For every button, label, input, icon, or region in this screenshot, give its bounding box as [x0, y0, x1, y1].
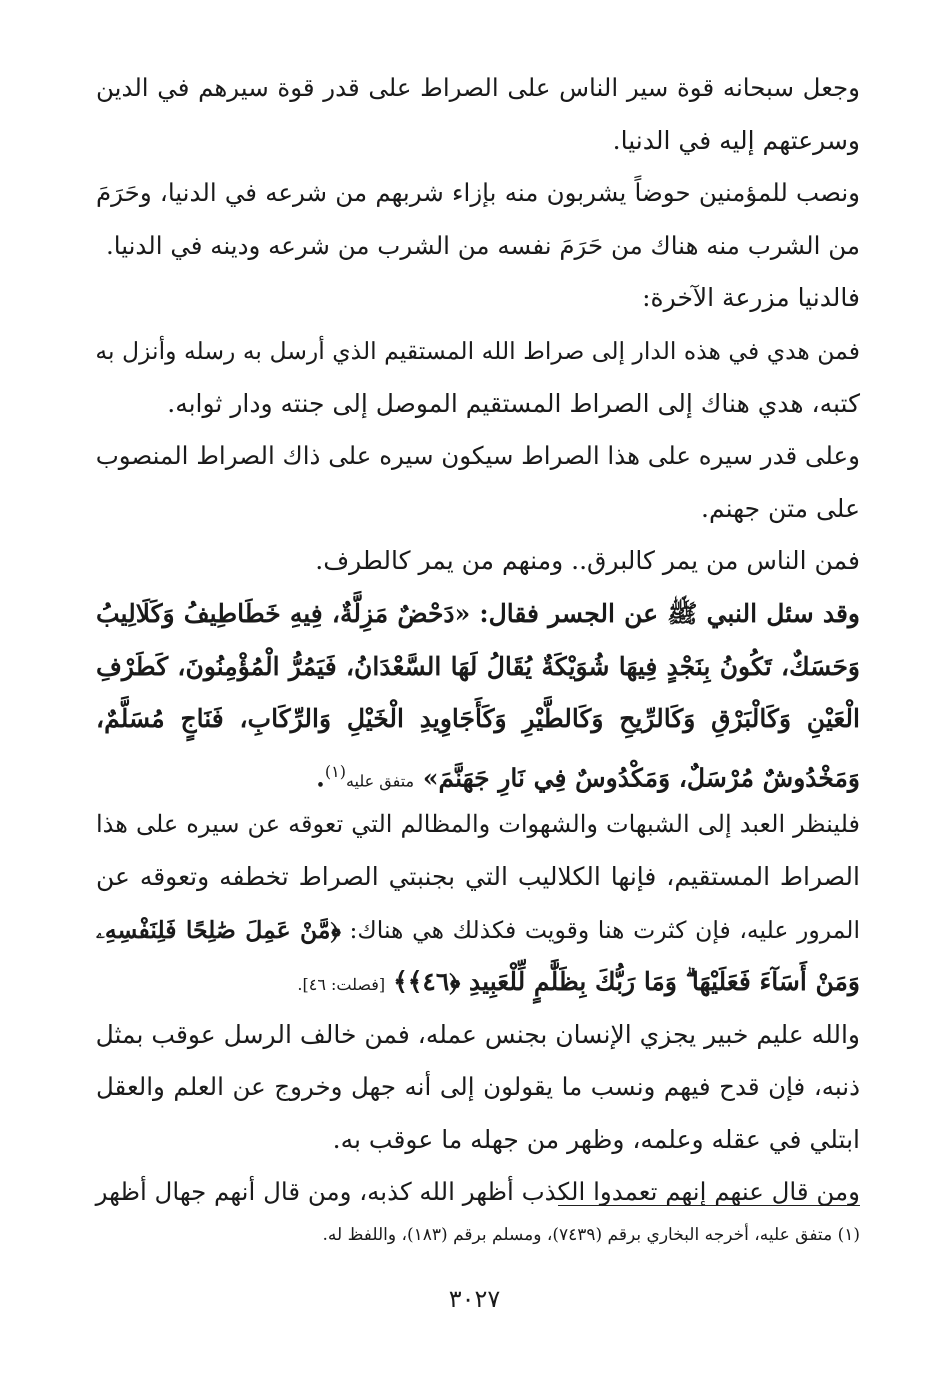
- footnote-marker: (١): [324, 761, 346, 781]
- quran-verse-end: وَمَنْ أَسَآءَ فَعَلَيْهَا ۗ وَمَا رَبُّكَ بِظَلَّٰمٍ لِّلْعَبِيدِ ﴿٤٦﴾﴾: [393, 967, 860, 997]
- text-line: ذنبه، فإن قدح فيهم ونسب ما يقولون إلى أنه جهل وخروج عن العلم والعقل: [96, 1072, 860, 1102]
- hadith-line: وقد سئل النبي ﷺ عن الجسر فقال: «دَحْضٌ مَزِلَّةٌ، فِيهِ خَطَاطِيفُ وَكَلَالِيبُ: [96, 598, 860, 628]
- text-line: على متن جهنم.: [701, 493, 860, 523]
- text-line: فالدنيا مزرعة الآخرة:: [642, 283, 860, 313]
- text-line: ومن قال عنهم إنهم تعمدوا الكذب أظهر الله كذبه، ومن قال أنهم جهال أظهر: [95, 1177, 860, 1207]
- text-line: فمن هدي في هذه الدار إلى صراط الله المستقيم الذي أرسل به رسله وأنزل به: [95, 336, 860, 365]
- text-line: ابتلي في عقله وعلمه، وظهر من جهله ما عوقب به.: [332, 1124, 860, 1154]
- hadith-source: متفق عليه: [345, 771, 415, 791]
- hadith-line-last: وَمَخْدُوشٌ مُرْسَلٌ، وَمَكْدُوسٌ فِي نَارِ جَهَنَّمَ» متفق عليه$^{(١)}$.: [316, 761, 860, 793]
- text-line: فلينظر العبد إلى الشبهات والشهوات والمظالم التي تعوقه عن سيره على هذا: [96, 810, 860, 839]
- quran-line: [96, 956, 860, 1009]
- text-line: وسرعتهم إليه في الدنيا.: [612, 125, 860, 155]
- quran-reference: [فصلت: ٤٦].: [297, 975, 386, 995]
- main-text: [96, 62, 860, 1219]
- text-line: ونصب للمؤمنين حوضاً يشربون منه بإزاء شربهم من شرعه في الدنيا، وحَرَمَ: [96, 178, 860, 208]
- text-line: والله عليم خبير يجزي الإنسان بجنس عمله، فمن خالف الرسل عوقب بمثل: [95, 1019, 860, 1049]
- footnote-divider: [558, 1205, 860, 1206]
- text-line: الصراط المستقيم، فإنها الكلاليب التي بجنبتي الصراط تخطفه وتعوقه عن: [96, 861, 860, 891]
- text-line-with-quran: [96, 904, 860, 957]
- text-line: كتبه، هدي هناك إلى الصراط المستقيم الموصل إلى جنته ودار ثوابه.: [167, 388, 860, 418]
- text-line: من الشرب منه هناك من حَرَمَ نفسه من الشرب من شرعه ودينه في الدنيا.: [105, 230, 860, 260]
- text-line: وجعل سبحانه قوة سير الناس على الصراط على قدر قوة سيرهم في الدين: [96, 73, 860, 102]
- text-line: وعلى قدر سيره على هذا الصراط سيكون سيره على ذاك الصراط المنصوب: [95, 441, 860, 471]
- footnote: (١) متفق عليه، أخرجه البخاري برقم (٧٤٣٩)، ومسلم برقم (١٨٣)، واللفظ له.: [322, 1225, 860, 1245]
- hadith-line: الْعَيْنِ وَكَالْبَرْقِ وَكَالرِّيحِ وَكَالطَّيْرِ وَكَأَجَاوِيدِ الْخَيْلِ وَالرِّكَابِ، فَنَاجٍ مُسَلَّمٌ،: [96, 704, 860, 734]
- page-number: ٣٠٢٧: [448, 1285, 501, 1313]
- text-segment: المرور عليه، فإن كثرت هنا وقويت فكذلك هي هناك:: [349, 915, 860, 944]
- hadith-line: وَحَسَكٌ، تَكُونُ بِنَجْدٍ فِيهَا شُوَيْكَةٌ يُقَالُ لَهَا السَّعْدَانُ، فَيَمُرُّ الْمُؤْمِنُونَ، كَطَرْفِ: [96, 651, 860, 681]
- quran-verse-start: ﴿مَّنْ عَمِلَ صَٰلِحًا فَلِنَفْسِهِۦ: [96, 915, 341, 944]
- text-line: فمن الناس من يمر كالبرق.. ومنهم من يمر كالطرف.: [315, 546, 860, 576]
- hadith-text: وَمَخْدُوشٌ مُرْسَلٌ، وَمَكْدُوسٌ فِي نَارِ جَهَنَّمَ»: [422, 763, 860, 793]
